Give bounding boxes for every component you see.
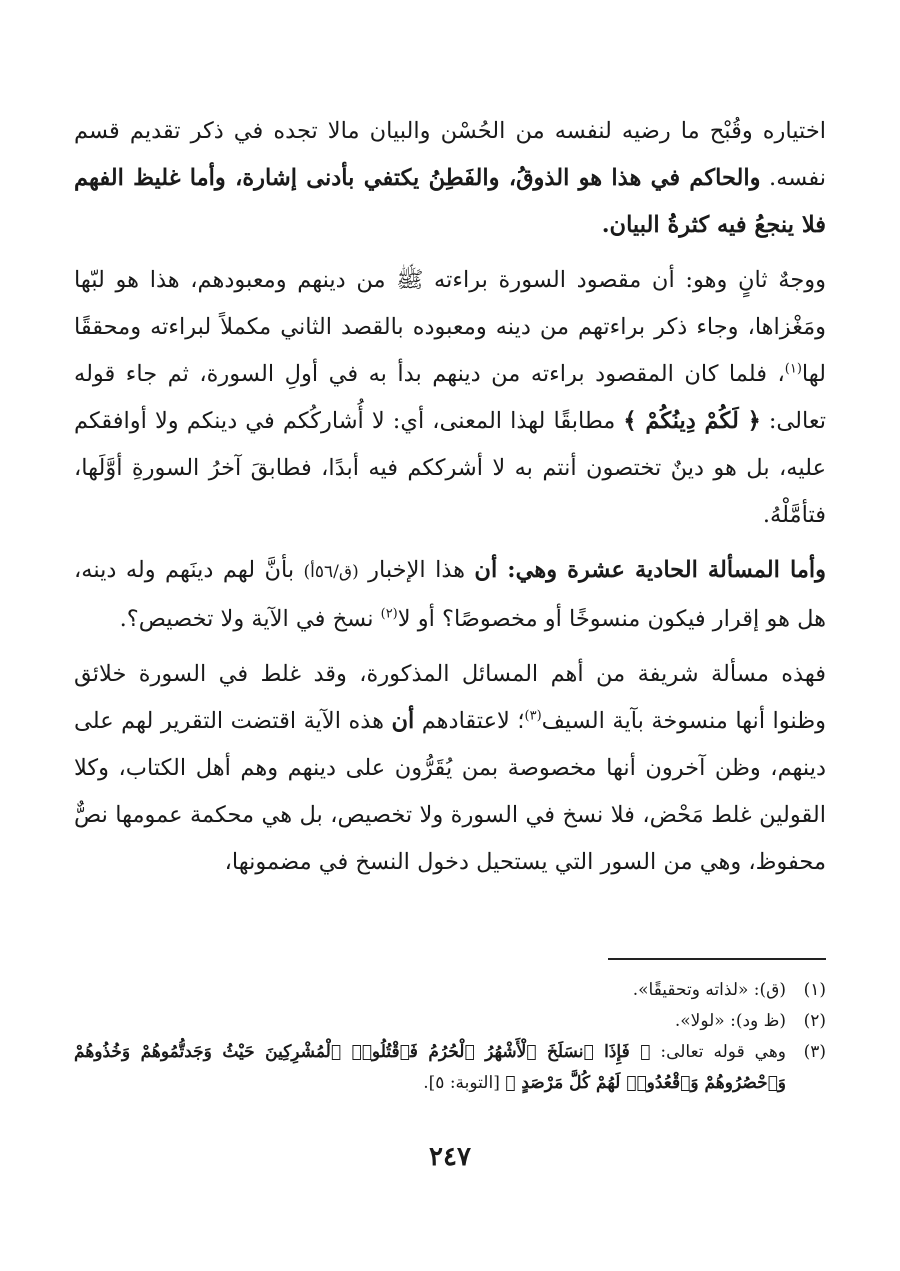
paragraph-3-text-a: هذا الإخبار [358, 557, 475, 583]
quran-verse-2: ﴿ فَإِذَا ٱنسَلَخَ ٱلْأَشْهُرُ ٱلْحُرُمُ فَٱقْتُلُوا۟ ٱلْمُشْرِكِينَ حَيْثُ وَجَدتُّمُوهُمْ وَخُذُوهُمْ وَٱحْصُرُوهُمْ وَٱقْعُدُوا۟ لَهُمْ كُلَّ مَرْصَدٍ ﴾ [74, 1042, 786, 1093]
paragraph-4-text-b: ؛ لاعتقادهم [414, 708, 525, 734]
quran-verse-1: ﴿ لَكُمْ دِينُكُمْ ﴾ [623, 408, 761, 434]
manuscript-ref: (ق/٥٦أ) [303, 562, 359, 582]
footnote-separator [608, 958, 826, 960]
footnote-3-citation: [التوبة: ٥]. [423, 1073, 506, 1093]
footnotes [74, 975, 826, 1099]
paragraph-2 [74, 257, 826, 539]
paragraph-1 [74, 108, 826, 249]
footnote-ref-1[interactable]: (١) [784, 361, 802, 377]
paragraph-2-text-c: مطابقًا لهذا المعنى، أي: لا أُشاركُكم في دينكم ولا أوافقكم عليه، بل هو دينٌ تختصون أنتم به لا أشرككم فيه أبدًا، فطابقَ آخرُ السورةِ أوَّلَها، فتأمَّلْهُ. [74, 408, 826, 528]
footnote-1 [74, 975, 826, 1006]
paragraph-1-bold-text: والحاكم في هذا هو الذوقُ، والفَطِنُ يكتفي بأدنى إشارة، وأما غليظ الفهم فلا ينجعُ فيه كثرةُ البيان. [74, 165, 826, 238]
footnote-3-intro: وهي قوله تعالى: [650, 1042, 786, 1062]
footnote-1-body: (ق): «لذاته وتحقيقًا». [632, 980, 786, 1000]
paragraph-3-bold-text: وأما المسألة الحادية عشرة وهي: أن [474, 557, 827, 583]
footnote-1-text [74, 975, 786, 1006]
paragraph-4-text-a: فهذه مسألة شريفة من أهم المسائل المذكورة، وقد غلط في السورة خلائق وظنوا أنها منسوخة بآية السيف [74, 661, 826, 734]
paragraph-4-bold-text: أن [391, 708, 415, 734]
footnote-3-text [74, 1037, 786, 1099]
footnote-1-number: (١) [803, 980, 826, 1000]
paragraph-3-text-c: نسخ في الآية ولا تخصيص؟. [119, 606, 381, 632]
paragraph-3-text-b: بأنَّ لهم دينَهم وله دينه، هل هو إقرار فيكون منسوخًا أو مخصوصًا؟ أو لا [74, 557, 826, 632]
paragraph-2-text-a: ووجهٌ ثانٍ وهو: أن مقصود السورة براءته ﷺ من دينهم ومعبودهم، هذا هو لبّها ومَغْزاها، وجاء ذكر براءتهم من دينه ومعبوده بالقصد الثاني مكملاً لبراءته ومحققًا لها [74, 267, 826, 387]
paragraph-2-text-b: ، فلما كان المقصود براءته من دينهم بدأ به في أولِ السورة، ثم جاء قوله تعالى: [74, 361, 826, 434]
page-number: ٢٤٧ [429, 1142, 471, 1172]
paragraph-3 [74, 547, 826, 643]
paragraph-4 [74, 651, 826, 886]
footnote-ref-3[interactable]: (٣) [524, 708, 542, 724]
main-text [74, 108, 826, 894]
paragraph-4-text-c: هذه الآية اقتضت التقرير لهم على دينهم، وظن آخرون أنها مخصوصة بمن يُقَرُّون على دينهم وهم أهل الكتاب، وكلا القولين غلط مَحْض، فلا نسخ في السورة ولا تخصيص، بل هي محكمة عمومها نصٌّ محفوظ، وهي من السور التي يستحيل دخول النسخ في مضمونها، [74, 708, 826, 875]
footnote-2 [74, 1006, 826, 1037]
footnote-ref-2[interactable]: (٢) [380, 606, 398, 622]
footnote-2-body: (ظ ود): «لولا». [674, 1011, 786, 1031]
footnote-2-number: (٢) [803, 1011, 826, 1031]
footnote-3 [74, 1037, 826, 1099]
footnote-3-number: (٣) [803, 1042, 826, 1062]
paragraph-1-text: اختياره وقُبْح ما رضيه لنفسه من الحُسْن والبيان مالا تجده في ذكر تقديم قسم نفسه. [74, 118, 826, 191]
footnote-2-text [74, 1006, 786, 1037]
